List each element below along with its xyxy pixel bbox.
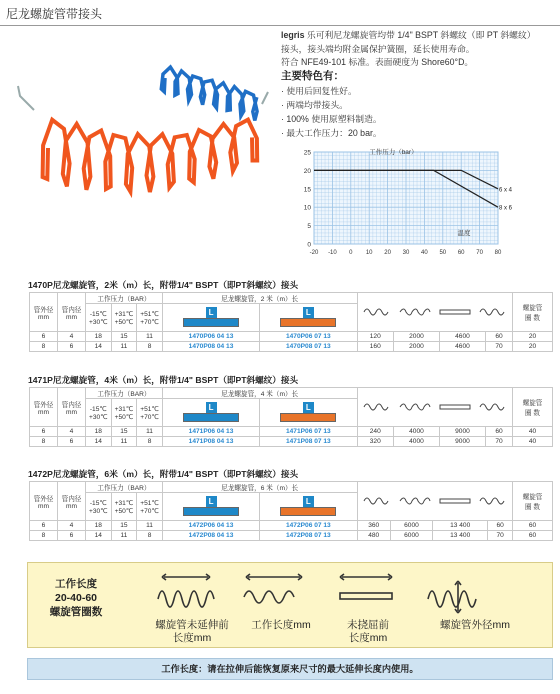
table-cell: [137, 493, 163, 521]
legend-coil-count: 螺旋管圈数: [49, 606, 103, 618]
cell-text: -15℃ +30℃: [89, 499, 108, 515]
table-cell: 1470P08 07 13: [260, 342, 357, 352]
coil-stretched-icon: [398, 401, 432, 413]
intro-line-2: 接头，接头端均附金属保护簧圈，延长使用寿命。: [281, 43, 475, 54]
orange-coil: [43, 120, 258, 192]
x-tick-label: -10: [328, 250, 337, 256]
x-tick-label: -20: [309, 250, 319, 256]
y-tick-label: 0: [307, 241, 311, 249]
cell-text: -15℃ +30℃: [89, 405, 108, 421]
legend-lengths: 20-40-60: [54, 592, 98, 604]
coil-icon: [362, 495, 392, 507]
table-cell: 9000: [439, 427, 485, 437]
section-heading-1470p: 1470P尼龙螺旋管，2米（m）长，附带1/4" BSPT（即PT斜螺纹）接头: [28, 280, 299, 290]
blue-tube-swatch: [162, 493, 259, 521]
col-wp: 工作压力（BAR）: [86, 293, 163, 304]
legend-icons: [128, 571, 508, 615]
table-cell: 6: [30, 332, 58, 342]
table-cell: 11: [137, 332, 163, 342]
table-cell: 18: [86, 521, 112, 531]
coil-diameter-icon: [478, 401, 508, 413]
legend-cap-diameter: 螺旋管外径mm: [440, 619, 510, 631]
table-cell: 11: [111, 437, 137, 447]
table-cell: 1471P08 07 13: [260, 437, 357, 447]
table-cell: 8: [30, 531, 58, 541]
cell-text: +31℃ +50℃: [114, 310, 134, 326]
table-cell: 60: [488, 521, 513, 531]
blue-tube-swatch: [162, 304, 259, 332]
x-tick-label: 80: [494, 250, 502, 256]
spec-table-1471p: [29, 387, 553, 447]
table-cell: 1470P06 04 13: [162, 332, 259, 342]
cell-text: +31℃ +50℃: [114, 405, 134, 421]
col-t3: [137, 304, 163, 332]
table-cell: 4600: [439, 332, 485, 342]
table-cell: 14: [86, 342, 112, 352]
table-cell: 480: [357, 531, 390, 541]
tube-icon: L: [206, 402, 217, 413]
legend-box: [27, 562, 553, 648]
table-cell: 4: [58, 332, 86, 342]
table-cell: 6000: [390, 521, 432, 531]
table-cell: [86, 493, 112, 521]
blue-tube-bar: [183, 318, 239, 327]
coil-diameter-icon: [478, 306, 508, 318]
table-cell: 15: [111, 332, 137, 342]
orange-tube-swatch: [260, 493, 357, 521]
table-cell: 360: [357, 521, 390, 531]
table-cell: 18: [86, 427, 112, 437]
table-cell: 6: [58, 531, 86, 541]
coil-diameter-icon: [428, 581, 476, 613]
table-cell: 6000: [390, 531, 432, 541]
table-cell: 160: [357, 342, 393, 352]
table-cell: 11: [137, 427, 163, 437]
coil-icon: [362, 306, 392, 318]
table-cell: 60: [513, 521, 553, 531]
tube-icon: L: [206, 496, 217, 507]
y-tick-label: 5: [307, 223, 311, 231]
table-cell: 70: [485, 437, 512, 447]
table-cell: 4000: [393, 427, 439, 437]
straight-tube-icon: [340, 574, 392, 599]
table-cell: [111, 399, 137, 427]
blue-coil: [161, 67, 257, 120]
series-label: 8 x 6: [499, 205, 513, 212]
cell-text: 螺旋管 圈 数: [522, 305, 543, 322]
feature-item: · 最大工作压力：20 bar。: [281, 128, 382, 138]
section-heading-1471p: 1471P尼龙螺旋管，4米（m）长，附带1/4" BSPT（即PT斜螺纹）接头: [28, 375, 299, 385]
table-cell: 11: [137, 521, 163, 531]
tube-icon: L: [303, 402, 314, 413]
table-cell: 1472P06 07 13: [260, 521, 357, 531]
table-cell: 8: [137, 531, 163, 541]
table-cell: 14: [86, 531, 112, 541]
table-cell: 8: [137, 342, 163, 352]
table-cell: 13 400: [433, 521, 488, 531]
spec-table-1470p: [29, 292, 553, 352]
y-tick-label: 15: [303, 186, 311, 194]
table-row: [30, 521, 553, 531]
table-cell: 70: [488, 531, 513, 541]
y-tick-label: 20: [303, 167, 311, 175]
table-cell: 20: [513, 332, 553, 342]
table-cell: [30, 388, 58, 427]
x-tick-label: 40: [421, 250, 428, 256]
features-heading: 主要特色有：: [281, 70, 344, 82]
coil-stretched-icon: [398, 495, 432, 507]
table-cell: 20: [513, 342, 553, 352]
table-cell: 6: [30, 521, 58, 531]
table-cell: 60: [513, 531, 553, 541]
y-axis-label: 工作压力（bar）: [369, 149, 418, 156]
tube-icon: L: [206, 307, 217, 318]
cell-text: 管外径 mm: [33, 495, 54, 510]
intro-line-3: 符合 NFE49-101 标准。表面硬度为 Shore60°D。: [281, 57, 474, 67]
legend-cap-straight: 未挠屈前 长度mm: [347, 619, 389, 644]
table-row: [30, 531, 553, 541]
tube-icon: L: [303, 496, 314, 507]
table-cell: 13 400: [433, 531, 488, 541]
table-cell: 40: [513, 427, 553, 437]
table-cell: [30, 482, 58, 521]
table-cell: 2000: [393, 332, 439, 342]
x-tick-label: 20: [384, 250, 391, 256]
table-cell: 60: [485, 332, 512, 342]
col-id: [58, 293, 86, 332]
table-cell: 4600: [439, 342, 485, 352]
x-tick-label: 10: [365, 250, 373, 256]
coil-diameter-icon: [478, 495, 508, 507]
table-cell: 1472P08 07 13: [260, 531, 357, 541]
table-cell: 工作压力（BAR）: [86, 388, 163, 399]
orange-tube-swatch: [260, 399, 357, 427]
orange-tube-bar: [280, 507, 336, 516]
x-tick-label: 0: [349, 250, 353, 256]
table-cell: 尼龙螺旋管，6 米（m）长: [162, 482, 357, 493]
legend-cap-working: 工作长度mm: [251, 619, 311, 631]
table-cell: 60: [485, 427, 512, 437]
cell-text: +51℃ +70℃: [140, 405, 159, 421]
cell-text: 螺旋管 圈 数: [522, 400, 543, 417]
coil-unstretched-icon: [158, 574, 214, 607]
orange-tube-swatch: [260, 304, 357, 332]
table-cell: 15: [111, 521, 137, 531]
cell-text: +51℃ +70℃: [140, 310, 159, 326]
table-cell: 120: [357, 332, 393, 342]
table-cell: [86, 399, 112, 427]
cell-text: 管外径 mm: [33, 306, 54, 321]
orange-tube-bar: [280, 413, 336, 422]
table-cell: 1471P06 04 13: [162, 427, 259, 437]
straight-tube-icon: [438, 495, 472, 507]
table-row: [30, 437, 553, 447]
x-tick-label: 60: [457, 250, 465, 256]
table-cell: 1470P06 07 13: [260, 332, 357, 342]
table-cell: [513, 482, 553, 521]
brand-name: legris: [281, 30, 305, 40]
table-cell: 1471P08 04 13: [162, 437, 259, 447]
table-cell: 8: [137, 437, 163, 447]
table-row: [30, 332, 553, 342]
table-cell: 6: [58, 437, 86, 447]
feature-item: · 两端均带接头。: [281, 100, 348, 110]
cell-text: 螺旋管 圈 数: [522, 494, 543, 511]
table-cell: 1471P06 07 13: [260, 427, 357, 437]
coil-stretched-icon: [398, 306, 432, 318]
footer-note: 工作长度：请在拉伸后能恢复原来尺寸的最大延伸长度内使用。: [27, 658, 553, 680]
x-axis-label: 温度: [457, 229, 471, 237]
spec-table-1472p: [29, 481, 553, 541]
legend-cap-unstretched: 螺旋管未延伸前 长度mm: [155, 619, 229, 644]
cell-text: +31℃ +50℃: [114, 499, 134, 515]
table-cell: 6: [58, 342, 86, 352]
table-cell: 11: [111, 342, 137, 352]
series-label: 6 x 4: [499, 187, 513, 194]
table-cell: [137, 399, 163, 427]
table-cell: [58, 482, 86, 521]
coil-icon: [362, 401, 392, 413]
y-tick-label: 10: [303, 204, 311, 212]
col-model: 尼龙螺旋管，2 米（m）长: [162, 293, 357, 304]
table-cell: 1470P08 04 13: [162, 342, 259, 352]
table-cell: 11: [111, 531, 137, 541]
blue-tube-bar: [183, 413, 239, 422]
coil-working-icon: [244, 574, 302, 603]
coil-icons: [357, 482, 513, 521]
feature-item: · 100% 使用原塑料制造。: [281, 114, 382, 124]
product-photo: [10, 38, 272, 218]
table-cell: [513, 388, 553, 427]
intro-line-1: 乐可利尼龙螺旋管均带 1/4" BSPT 斜螺纹（即 PT 斜螺纹）: [304, 30, 536, 40]
table-cell: 14: [86, 437, 112, 447]
table-cell: 8: [30, 342, 58, 352]
pressure-temperature-chart: [286, 144, 513, 262]
cell-text: 管内径 mm: [61, 306, 82, 321]
table-cell: 尼龙螺旋管，4 米（m）长: [162, 388, 357, 399]
col-od: [30, 293, 58, 332]
x-tick-label: 30: [402, 250, 410, 256]
table-cell: 9000: [439, 437, 485, 447]
table-cell: 2000: [393, 342, 439, 352]
page-title: 尼龙螺旋管带接头: [6, 7, 103, 21]
cell-text: 管内径 mm: [61, 401, 82, 416]
cell-text: 管外径 mm: [33, 401, 54, 416]
table-row: [30, 427, 553, 437]
table-cell: 6: [30, 427, 58, 437]
table-cell: 4000: [393, 437, 439, 447]
features-list: [281, 84, 382, 140]
table-cell: 15: [111, 427, 137, 437]
table-cell: [111, 493, 137, 521]
cell-text: +51℃ +70℃: [140, 499, 159, 515]
table-cell: 8: [30, 437, 58, 447]
table-cell: 4: [58, 521, 86, 531]
coil-icons: [357, 293, 513, 332]
legend-left: [36, 577, 116, 619]
x-tick-label: 70: [476, 250, 483, 256]
table-cell: 1472P08 04 13: [162, 531, 259, 541]
table-cell: 工作压力（BAR）: [86, 482, 163, 493]
title-bar: [0, 0, 560, 26]
table-row: [30, 342, 553, 352]
y-tick-label: 25: [303, 149, 311, 157]
table-cell: 70: [485, 342, 512, 352]
col-coils: [513, 293, 553, 332]
table-cell: 18: [86, 332, 112, 342]
table-cell: [58, 388, 86, 427]
x-tick-label: 50: [439, 250, 447, 256]
feature-item: · 使用后回复性好。: [281, 86, 357, 96]
cell-text: 管内径 mm: [61, 495, 82, 510]
table-cell: 1472P06 04 13: [162, 521, 259, 531]
table-cell: 240: [357, 427, 393, 437]
col-t2: [111, 304, 137, 332]
cell-text: -15℃ +30℃: [89, 310, 108, 326]
blue-tube-swatch: [162, 399, 259, 427]
orange-tube-bar: [280, 318, 336, 327]
table-cell: 320: [357, 437, 393, 447]
coil-icons: [357, 388, 513, 427]
coil-icons-row: [359, 306, 512, 318]
blue-tube-bar: [183, 507, 239, 516]
table-cell: 4: [58, 427, 86, 437]
straight-tube-icon: [438, 306, 472, 318]
intro-text: [281, 29, 553, 70]
col-t1: [86, 304, 112, 332]
legend-working-length: 工作长度: [55, 578, 97, 590]
table-cell: 40: [513, 437, 553, 447]
straight-tube-icon: [438, 401, 472, 413]
tube-icon: L: [303, 307, 314, 318]
section-heading-1472p: 1472P尼龙螺旋管，6米（m）长，附带1/4" BSPT（即PT斜螺纹）接头: [28, 469, 299, 479]
